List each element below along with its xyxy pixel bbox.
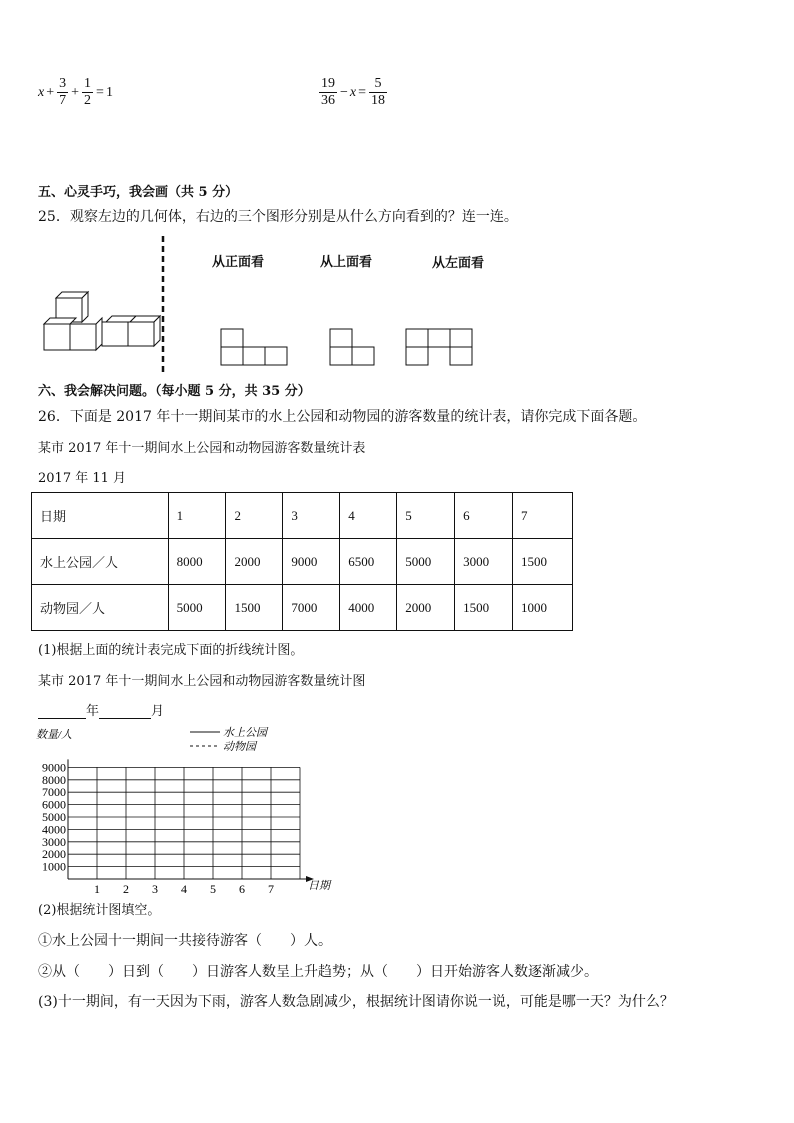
table-cell: 水上公园／人 [32,539,169,585]
stats-table [31,492,573,631]
y-tick-label: 4000 [42,822,66,837]
table-cell: 4 [340,493,397,539]
x-tick-label: 1 [94,882,100,896]
table-cell: 动物园／人 [32,585,169,631]
section-6-heading: 六、我会解决问题。（每小题 5 分，共 35 分） [38,384,311,399]
y-tick-label: 9000 [42,760,66,775]
table-cell: 6 [455,493,513,539]
y-tick-label: 6000 [42,797,66,812]
part-3-question: (3)十一期间，有一天因为下雨，游客人数急剧减少，根据统计图请你说一说，可能是哪一天？为什么？ [38,994,674,1010]
y-tick-label: 3000 [42,834,66,849]
table-row [32,539,573,585]
table-cell: 1500 [455,585,513,631]
x-tick-label: 2 [123,882,129,896]
table-cell: 3000 [455,539,513,585]
cube-solid-figure [44,292,160,350]
table-cell: 6500 [340,539,397,585]
y-tick-label: 7000 [42,785,66,800]
x-tick-label: 5 [210,882,216,896]
equation-2 [318,76,388,109]
eq1-fraction-1 [57,76,68,109]
eq1-equals: = [96,84,104,100]
x-tick-label: 6 [239,882,245,896]
eq1-rhs: 1 [105,84,113,100]
eq2-f1-denominator: 36 [321,93,335,108]
eq1-f2-denominator: 2 [84,93,92,108]
table-row [32,585,573,631]
part-1-instruction: (1)根据上面的统计表完成下面的折线统计图。 [38,643,304,658]
view-front-shape [221,329,287,365]
table-cell: 7000 [283,585,340,631]
chart-title: 某市 2017 年十一期间水上公园和动物园游客数量统计图 [38,674,366,689]
y-tick-label: 8000 [42,772,66,787]
view-label-front: 从正面看 [212,255,265,270]
x-axis-label: 日期 [308,880,330,892]
table-cell: 1000 [513,585,573,631]
x-tick-label: 4 [181,882,187,896]
eq2-minus: − [340,84,348,100]
eq1-x: x [38,84,45,100]
table-row [32,493,573,539]
table-title: 某市 2017 年十一期间水上公园和动物园游客数量统计表 [38,441,366,456]
table-cell: 5000 [397,539,455,585]
view-top-shape [330,329,374,365]
legend-label: 水上公园 [223,727,267,739]
table-date: 2017 年 11 月 [38,471,127,486]
eq1-f1-denominator: 7 [59,93,67,108]
table-cell: 8000 [168,539,226,585]
table-cell: 4000 [340,585,397,631]
table-cell: 1 [168,493,226,539]
eq1-fraction-2 [82,76,93,109]
view-label-top: 从上面看 [320,255,373,270]
question-2-2: ②从（ ）日到（ ）日游客人数呈上升趋势；从（ ）日开始游客人数逐渐减少。 [38,964,598,980]
table-cell: 2 [226,493,283,539]
y-tick-label: 1000 [42,859,66,874]
view-label-left: 从左面看 [432,256,485,271]
q25-figure [30,232,500,377]
line-chart [30,722,330,896]
table-cell: 5 [397,493,455,539]
table-cell: 2000 [397,585,455,631]
eq2-equals: = [358,84,367,100]
x-tick-label: 3 [152,882,158,896]
equation-1 [38,76,113,109]
year-blank[interactable] [38,703,86,719]
table-cell: 2000 [226,539,283,585]
eq2-x: x [349,84,357,100]
part-2-instruction: (2)根据统计图填空。 [38,903,161,918]
eq1-f2-numerator: 1 [84,76,92,91]
x-tick-label: 7 [268,882,274,896]
y-tick-label: 5000 [42,810,66,824]
eq1-plus1: + [46,84,55,100]
table-cell: 日期 [32,493,169,539]
eq2-f1-numerator: 19 [321,76,335,91]
question-25: 25．观察左边的几何体，右边的三个图形分别是从什么方向看到的？连一连。 [38,209,518,225]
eq2-f2-numerator: 5 [369,76,387,93]
legend-label: 动物园 [223,741,256,753]
eq1-plus2: + [71,84,80,100]
table-cell: 9000 [283,539,340,585]
y-axis-label: 数量/人 [36,729,73,741]
table-cell: 1500 [513,539,573,585]
y-tick-label: 2000 [42,847,66,862]
month-blank[interactable] [99,703,151,719]
month-label: 月 [151,704,165,719]
question-2-1: ①水上公园十一期间一共接待游客（ ）人。 [38,933,332,949]
eq2-fraction-1 [319,76,337,109]
eq1-f1-numerator: 3 [59,76,67,91]
eq2-f2-denominator: 18 [371,93,386,108]
question-26: 26．下面是 2017 年十一期间某市的水上公园和动物园的游客数量的统计表，请你完成下面各题。 [38,409,647,425]
table-cell: 3 [283,493,340,539]
table-cell: 1500 [226,585,283,631]
table-cell: 7 [513,493,573,539]
view-left-shape [406,329,472,365]
eq2-fraction-2 [369,76,387,109]
year-label: 年 [86,704,100,719]
table-cell: 5000 [168,585,226,631]
year-month-line [38,700,164,719]
section-5-heading: 五、心灵手巧，我会画（共 5 分） [38,185,239,200]
